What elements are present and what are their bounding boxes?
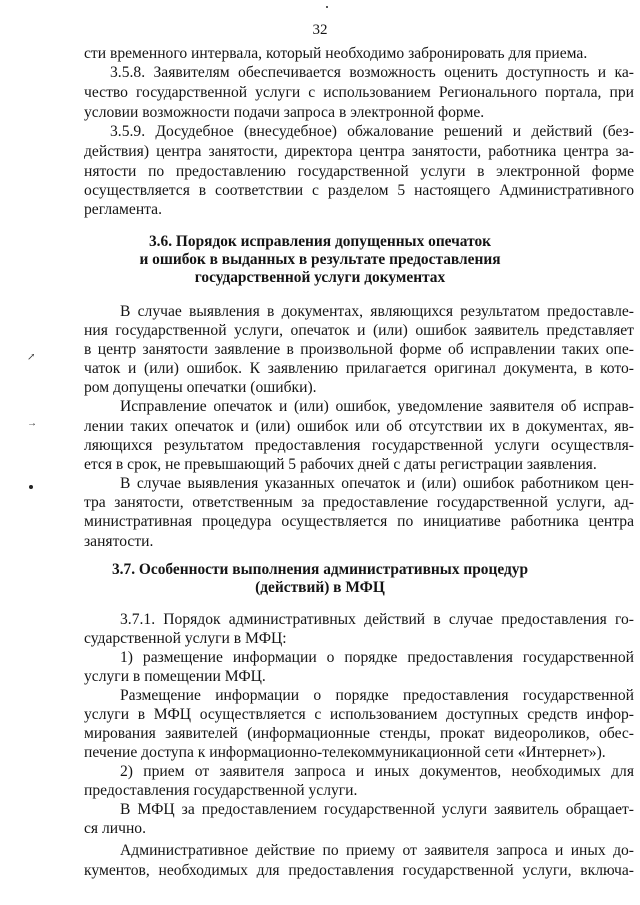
paragraph-line: кументов, необходимых для предоставления государственной услуги, включа- [84,862,634,879]
scan-artifact-mark: → [27,418,37,429]
paragraph-line: осуществляется в соответствии с разделом 5 настоящего Административного [84,182,634,199]
paragraph-line: В случае выявления указанных опечаток и (или) ошибок работником цен- [120,475,634,492]
paragraph-line: ния государственной услуги, опечаток и (или) ошибок заявитель представляет [84,322,634,339]
section-heading: государственной услуги документах [194,269,446,286]
paragraph-line: Размещение информации о порядке предоставления государственной [120,687,634,704]
paragraph-line: 3.5.8. Заявителям обеспечивается возможность оценить доступность и ка- [110,64,634,81]
paragraph-line: условии возможности подачи запроса в электронной форме. [84,104,485,121]
page-number: 32 [312,22,328,38]
section-heading: 3.7. Особенности выполнения административных процедур [111,561,529,578]
paragraph-line: действия) центра занятости, директора центра занятости, работника центра за- [84,143,634,160]
paragraph-line: В МФЦ за предоставлением государственной услуги заявитель обращает- [120,801,634,818]
scan-artifact-dot [29,485,33,489]
paragraph-line: В случае выявления в документах, являющихся результатом предоставле- [120,303,634,320]
paragraph-line: печение доступа к информационно-телекоммуникационной сети «Интернет»). [84,744,606,761]
paragraph-line: Исправление опечаток и (или) ошибок, уведомление заявителя об исправ- [120,398,634,415]
paragraph-line: 2) прием от заявителя запроса и иных документов, необходимых для [120,763,634,780]
paragraph-line: Административное действие по приему от заявителя запроса и иных до- [120,842,634,859]
paragraph-line: в центр занятости заявление в произвольной форме об исправлении таких опе- [84,341,634,358]
paragraph-line: сударственной услуги в МФЦ: [84,630,287,647]
paragraph-line: ляющихся результатом предоставления государственной услуги осуществля- [84,437,634,454]
section-heading: 3.6. Порядок исправления допущенных опечаток [148,233,492,250]
paragraph-line: предоставления государственной услуги. [84,782,358,799]
paragraph-line: чество государственной услуги с использованием Регионального портала, при [84,84,634,101]
paragraph-line: услуги в МФЦ осуществляется с использованием доступных средств инфор- [84,706,634,723]
paragraph-line: услуги в помещении МФЦ. [84,668,266,685]
paragraph-line: ром допущены опечатки (ошибки). [84,379,317,396]
paragraph-line: тра занятости, ответственным за предоставление государственной услуги, ад- [84,494,634,511]
paragraph-line: мирования заявителей (информационные стенды, прокат видеороликов, обес- [84,725,634,742]
paragraph-line: регламента. [84,201,162,218]
paragraph-line: ется в срок, не превышающий 5 рабочих дней с даты регистрации заявления. [84,456,597,473]
paragraph-line: нятости по предоставлению государственной услуги в электронной форме [84,163,634,180]
scan-artifact-mark: ↗ [27,352,36,363]
paragraph-line: занятости. [84,533,154,550]
scan-artifact-dot [326,6,328,8]
paragraph-line: 3.5.9. Досудебное (внесудебное) обжалование решений и действий (без- [110,123,634,140]
paragraph-line: чаток и (или) ошибок. К заявлению прилагается оригинал документа, в кото- [84,360,634,377]
section-heading: и ошибок в выданных в результате предоставления [139,251,501,268]
paragraph-line: 3.7.1. Порядок административных действий в случае предоставления го- [120,611,634,628]
paragraph-line: 1) размещение информации о порядке предоставления государственной [120,649,634,666]
paragraph-line: министративная процедура осуществляется по инициативе работника центра [84,513,634,530]
paragraph-line: лении таких опечаток и (или) ошибок или об отсутствии их в документах, яв- [84,418,634,435]
paragraph-line: сти временного интервала, который необходимо забронировать для приема. [84,45,588,62]
section-heading: (действий) в МФЦ [255,579,385,596]
paragraph-line: ся лично. [84,820,147,837]
